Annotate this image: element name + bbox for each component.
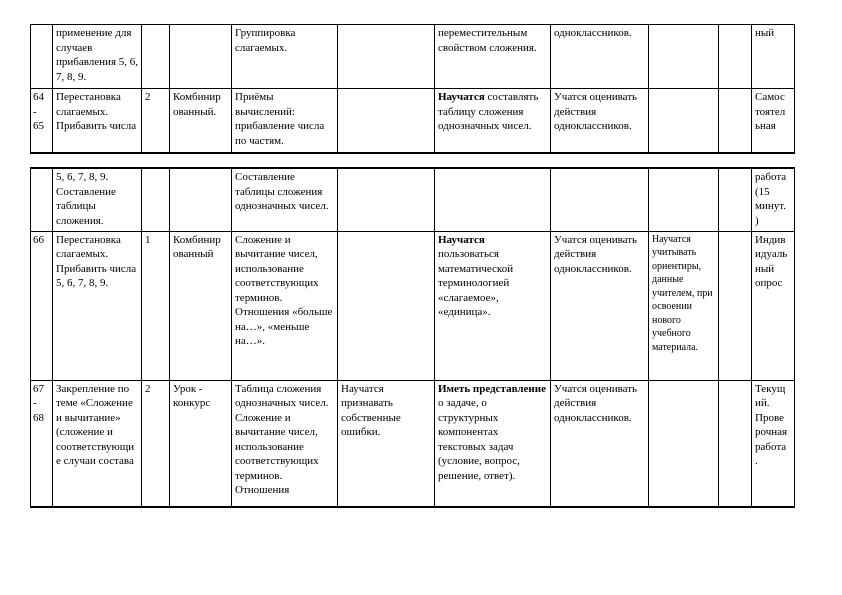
subject-results-cell xyxy=(435,231,551,380)
regulatory-results-cell-text: Научатся учитывать ориентиры, данные учителем, при освоении нового учебного материала. xyxy=(652,233,713,353)
control-form-cell-text: ный xyxy=(755,27,775,39)
table-row xyxy=(31,380,795,507)
content-cell-text: Сложение и вычитание чисел, использование соответствующих терминов. Отношения «больше на…», «меньше на…». xyxy=(235,233,333,347)
subject-results-cell-text: о задаче, о структурных компонентах текстовых задач (условие, вопрос, решение, ответ). xyxy=(438,397,520,482)
control-form-cell xyxy=(752,25,795,89)
hours-cell-text: 2 xyxy=(145,382,151,395)
lesson-number-cell-text: 67 - 68 xyxy=(33,382,44,424)
extra-cell xyxy=(719,168,752,231)
subject-results-cell-text: пользоваться математической терминологией «слагаемое», «единица». xyxy=(438,248,514,318)
subject-results-cell xyxy=(435,25,551,89)
hours-cell xyxy=(142,89,170,153)
extra-cell xyxy=(719,231,752,380)
content-cell xyxy=(232,380,338,507)
subject-results-emphasis: Иметь представление xyxy=(438,382,546,395)
table-row xyxy=(31,231,795,380)
subject-results-cell xyxy=(435,89,551,153)
topic-cell-text: применение для случаев прибавления 5, 6, 7, 8, 9. xyxy=(56,27,139,83)
communicative-results-cell xyxy=(551,231,649,380)
control-form-cell-text: Текущ ий. Прове рочная работа . xyxy=(755,382,788,467)
communicative-results-cell xyxy=(551,25,649,89)
subject-results-cell xyxy=(435,380,551,507)
personal-results-cell-text: Научатся признавать собственные ошибки. xyxy=(341,382,401,438)
hours-cell xyxy=(142,168,170,231)
lesson-number-cell xyxy=(31,89,53,153)
lesson-table-top xyxy=(30,24,795,154)
content-cell xyxy=(232,231,338,380)
topic-cell-text: 5, 6, 7, 8, 9. Составление таблицы сложения. xyxy=(56,171,116,227)
communicative-results-cell xyxy=(551,89,649,153)
subject-results-emphasis: Научатся xyxy=(438,91,485,103)
content-cell-text: Приёмы вычислений: прибавление числа по частям. xyxy=(235,91,325,147)
content-cell-text: Таблица сложения однозначных чисел. Сложение и вычитание чисел, использование соответствующих терминов. Отношения xyxy=(235,382,329,496)
communicative-results-cell-text: Учатся оценивать действия одноклассников. xyxy=(554,91,638,132)
table-row xyxy=(31,25,795,89)
lesson-number-cell xyxy=(31,380,53,507)
regulatory-results-cell xyxy=(649,168,719,231)
table-row xyxy=(31,89,795,153)
control-form-cell-text: работа (15 минут. ) xyxy=(755,171,787,227)
topic-cell xyxy=(53,168,142,231)
lesson-table-bottom xyxy=(30,167,795,508)
communicative-results-cell-text: Учатся оценивать действия одноклассников. xyxy=(554,233,638,275)
regulatory-results-cell xyxy=(649,89,719,153)
topic-cell xyxy=(53,25,142,89)
content-cell xyxy=(232,89,338,153)
lesson-type-cell xyxy=(170,25,232,89)
content-cell xyxy=(232,168,338,231)
personal-results-cell xyxy=(338,25,435,89)
lesson-type-cell xyxy=(170,231,232,380)
topic-cell xyxy=(53,380,142,507)
personal-results-cell xyxy=(338,231,435,380)
lesson-type-cell-text: Комбинир ованный. xyxy=(173,91,221,118)
content-cell-text: Группировка слагаемых. xyxy=(235,27,296,54)
lesson-type-cell xyxy=(170,380,232,507)
lesson-number-cell-text: 66 xyxy=(33,233,44,246)
personal-results-cell xyxy=(338,89,435,153)
extra-cell xyxy=(719,89,752,153)
control-form-cell xyxy=(752,168,795,231)
communicative-results-cell-text: одноклассников. xyxy=(554,27,632,39)
lesson-number-cell xyxy=(31,231,53,380)
topic-cell xyxy=(53,231,142,380)
control-form-cell xyxy=(752,380,795,507)
regulatory-results-cell xyxy=(649,231,719,380)
extra-cell xyxy=(719,380,752,507)
lesson-number-cell xyxy=(31,25,53,89)
lesson-type-cell-text: Урок - конкурс xyxy=(173,382,211,409)
content-cell-text: Составление таблицы сложения однозначных чисел. xyxy=(235,171,329,212)
control-form-cell-text: Индив идуаль ный опрос xyxy=(755,233,788,289)
control-form-cell-text: Самос тоятел ьная xyxy=(755,91,786,132)
regulatory-results-cell xyxy=(649,25,719,89)
lesson-type-cell-text: Комбинир ованный xyxy=(173,233,221,260)
hours-cell-text: 1 xyxy=(145,233,151,246)
topic-cell-text: Закрепление по теме «Сложение и вычитание» (сложение и соответствующи е случаи состава xyxy=(56,382,135,467)
communicative-results-cell xyxy=(551,380,649,507)
communicative-results-cell xyxy=(551,168,649,231)
topic-cell-text: Перестановка слагаемых. Прибавить числа 5, 6, 7, 8, 9. xyxy=(56,233,137,289)
personal-results-cell xyxy=(338,380,435,507)
extra-cell xyxy=(719,25,752,89)
control-form-cell xyxy=(752,89,795,153)
communicative-results-cell-text: Учатся оценивать действия одноклассников. xyxy=(554,382,638,424)
content-cell xyxy=(232,25,338,89)
table-row xyxy=(31,168,795,231)
topic-cell-text: Перестановка слагаемых. Прибавить числа xyxy=(56,91,137,132)
topic-cell xyxy=(53,89,142,153)
control-form-cell xyxy=(752,231,795,380)
subject-results-cell-text: переместительным свойством сложения. xyxy=(438,27,537,54)
subject-results-cell xyxy=(435,168,551,231)
hours-cell-text: 2 xyxy=(145,91,151,103)
hours-cell xyxy=(142,380,170,507)
subject-results-emphasis: Научатся xyxy=(438,233,485,246)
lesson-number-cell xyxy=(31,168,53,231)
hours-cell xyxy=(142,25,170,89)
lesson-type-cell xyxy=(170,89,232,153)
lesson-type-cell xyxy=(170,168,232,231)
subject-results-cell-text: составлять таблицу сложения однозначных чисел. xyxy=(438,91,539,132)
hours-cell xyxy=(142,231,170,380)
personal-results-cell xyxy=(338,168,435,231)
lesson-number-cell-text: 64 - 65 xyxy=(33,91,44,132)
regulatory-results-cell xyxy=(649,380,719,507)
